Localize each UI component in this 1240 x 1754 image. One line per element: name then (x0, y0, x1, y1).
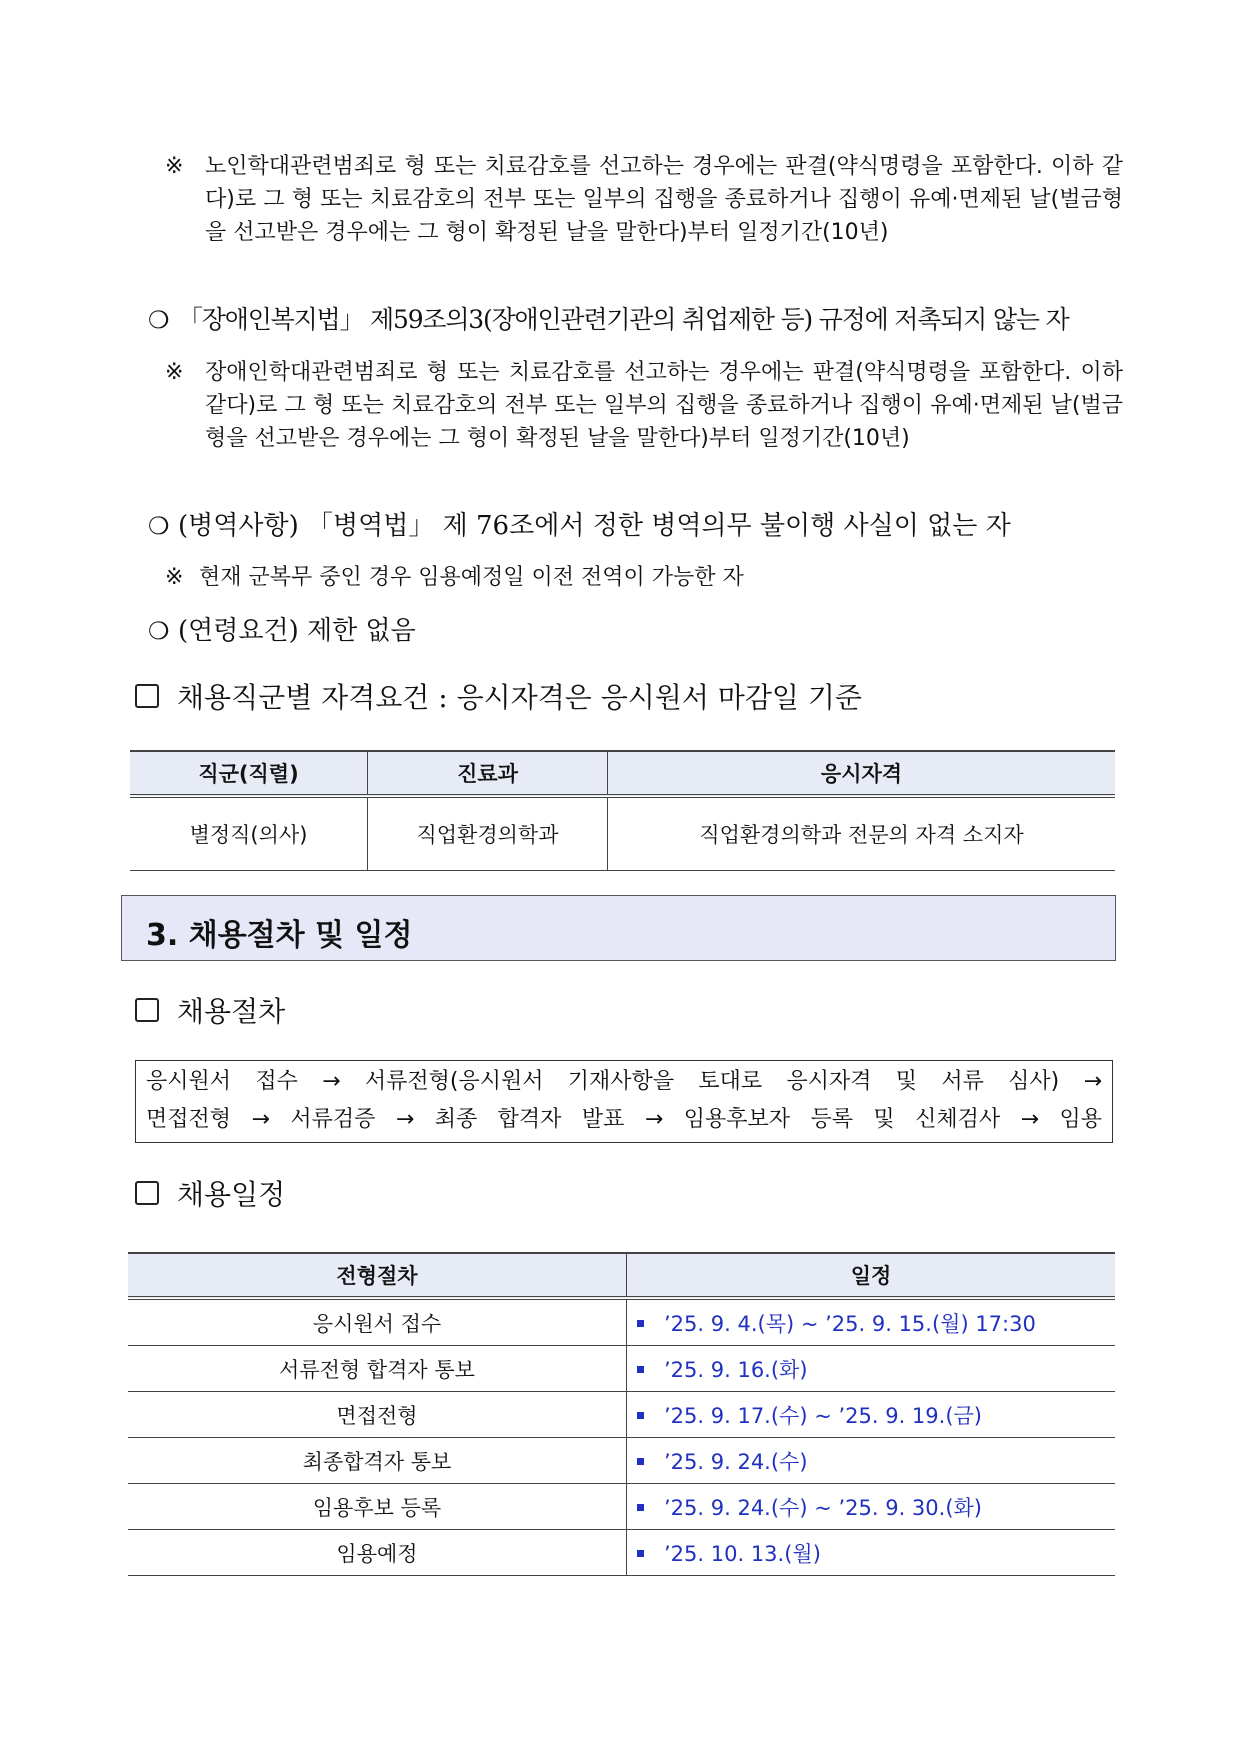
note-elder-abuse (165, 150, 1123, 249)
step-cell: 임용후보 등록 (128, 1484, 627, 1530)
table-header: 진료과 (368, 751, 608, 796)
step-cell: 응시원서 접수 (128, 1298, 627, 1346)
square-bullet-icon (637, 1366, 644, 1373)
procedure-box (135, 1060, 1113, 1143)
table-header-row (128, 1253, 1115, 1298)
table-header: 응시자격 (608, 751, 1116, 796)
date-cell: ’25. 9. 16.(화) (627, 1346, 1116, 1392)
note-military (165, 561, 1123, 594)
table-cell: 별정직(의사) (130, 796, 368, 871)
reference-mark: ※ (165, 360, 184, 385)
date-cell: ’25. 9. 24.(수) ~ ’25. 9. 30.(화) (627, 1484, 1116, 1530)
qualification-table (130, 750, 1115, 871)
square-bullet-icon (637, 1458, 644, 1465)
step-cell: 면접전형 (128, 1392, 627, 1438)
table-row (128, 1484, 1115, 1530)
procedure-line: 응시원서 접수 → 서류전형(응시원서 기재사항을 토대로 응시자격 및 서류 심사) → (146, 1069, 1102, 1094)
item-text: (연령요건) 제한 없음 (178, 616, 416, 646)
reference-mark: ※ (165, 565, 184, 590)
section-title: 3. 채용절차 및 일정 (146, 918, 413, 953)
heading-procedure: 채용절차 (135, 992, 285, 1032)
procedure-line: 면접전형 → 서류검증 → 최종 합격자 발표 → 임용후보자 등록 및 신체검사 → 임용 (146, 1107, 1102, 1132)
note-text: 현재 군복무 중인 경우 임용예정일 이전 전역이 가능한 자 (199, 565, 744, 590)
square-bullet-icon (637, 1320, 644, 1327)
table-header: 직군(직렬) (130, 751, 368, 796)
schedule-table (128, 1252, 1115, 1576)
square-bullet-icon (637, 1412, 644, 1419)
circle-bullet: ❍ (148, 306, 170, 334)
step-cell: 최종합격자 통보 (128, 1438, 627, 1484)
reference-mark: ※ (165, 154, 184, 179)
table-row (128, 1530, 1115, 1576)
step-cell: 서류전형 합격자 통보 (128, 1346, 627, 1392)
heading-qualification: 채용직군별 자격요건 : 응시자격은 응시원서 마감일 기준 (135, 678, 862, 718)
note-disability-abuse (165, 356, 1123, 455)
checkbox-square-icon (135, 998, 159, 1022)
item-military-service (148, 508, 1011, 544)
table-header: 전형절차 (128, 1253, 627, 1298)
note-text: 노인학대관련범죄로 형 또는 치료감호를 선고하는 경우에는 판결(약식명령을 포함한다. 이하 같다)로 그 형 또는 치료감호의 전부 또는 일부의 집행을 종료하거나 집행이 유예·면제된 날(벌금형을 선고받은 경우에는 그 형이 확정된 날을 말한다)부터 일정기간(10년) (205, 154, 1123, 245)
item-text: (병역사항) 「병역법」 제 76조에서 정한 병역의무 불이행 사실이 없는 자 (178, 511, 1011, 541)
item-age-requirement (148, 613, 416, 649)
table-cell: 직업환경의학과 전문의 자격 소지자 (608, 796, 1116, 871)
table-row (128, 1438, 1115, 1484)
circle-bullet: ❍ (148, 617, 170, 645)
circle-bullet: ❍ (148, 512, 170, 540)
table-row (128, 1298, 1115, 1346)
date-cell: ’25. 10. 13.(월) (627, 1530, 1116, 1576)
table-row (130, 796, 1115, 871)
date-cell: ’25. 9. 24.(수) (627, 1438, 1116, 1484)
item-disability-welfare-act (148, 302, 1068, 338)
heading-schedule: 채용일정 (135, 1175, 285, 1215)
table-cell: 직업환경의학과 (368, 796, 608, 871)
table-header: 일정 (627, 1253, 1116, 1298)
table-row (128, 1346, 1115, 1392)
checkbox-square-icon (135, 684, 159, 708)
date-cell: ’25. 9. 4.(목) ~ ’25. 9. 15.(월) 17:30 (627, 1298, 1116, 1346)
note-text: 장애인학대관련범죄로 형 또는 치료감호를 선고하는 경우에는 판결(약식명령을 포함한다. 이하 같다)로 그 형 또는 치료감호의 전부 또는 일부의 집행을 종료하거나 집행이 유예·면제된 날(벌금형을 선고받은 경우에는 그 형이 확정된 날을 말한다)부터 일정기간(10년) (205, 360, 1123, 451)
date-cell: ’25. 9. 17.(수) ~ ’25. 9. 19.(금) (627, 1392, 1116, 1438)
table-header-row (130, 751, 1115, 796)
square-bullet-icon (637, 1504, 644, 1511)
checkbox-square-icon (135, 1181, 159, 1205)
step-cell: 임용예정 (128, 1530, 627, 1576)
table-row (128, 1392, 1115, 1438)
section-header (121, 895, 1116, 961)
square-bullet-icon (637, 1550, 644, 1557)
item-text: 「장애인복지법」 제59조의3(장애인관련기관의 취업제한 등) 규정에 저촉되지 않는 자 (178, 305, 1069, 334)
